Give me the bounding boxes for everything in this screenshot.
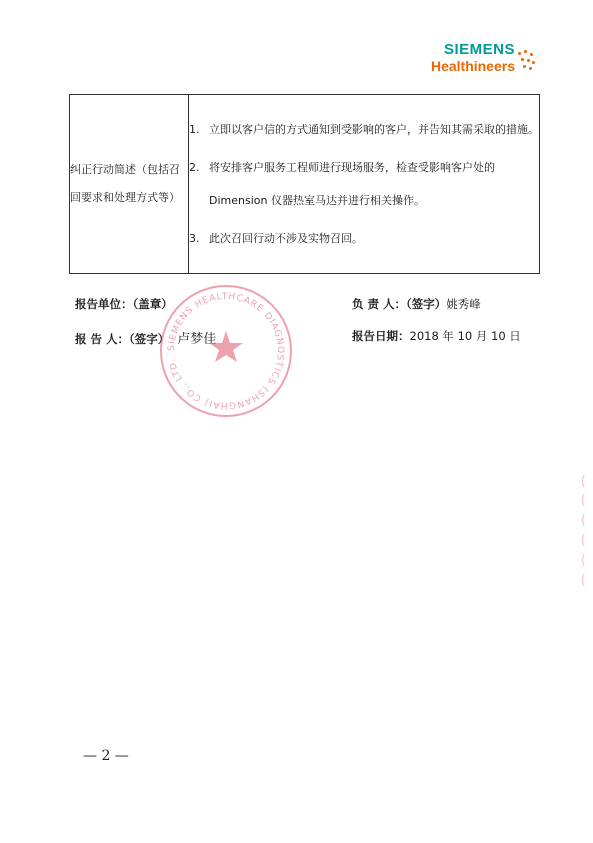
list-item xyxy=(189,222,539,255)
responsible-person-label: 负 责 人：（签字） xyxy=(352,297,447,311)
company-seal-stamp xyxy=(158,283,294,419)
step-text: 将安排客户服务工程师进行现场服务，检查受影响客户处的Dimension 仪器热室马达并进行相关操作。 xyxy=(209,161,495,207)
edge-seal-fragment xyxy=(578,470,586,590)
page-number: — 2 — xyxy=(83,748,129,764)
corrective-action-content xyxy=(189,95,540,274)
corrective-action-table xyxy=(69,94,540,274)
logo-dots-icon xyxy=(517,50,535,72)
responsible-person-field xyxy=(352,296,481,312)
reporter-label: 报 告 人：（签字） xyxy=(75,332,170,346)
report-unit-label: 报告单位：（盖章） xyxy=(75,297,173,311)
report-date-label: 报告日期： xyxy=(352,329,410,343)
list-item xyxy=(189,151,539,217)
step-text: 立即以客户信的方式通知到受影响的客户，并告知其需采取的措施。 xyxy=(209,123,539,136)
logo-healthineers-text: Healthineers xyxy=(430,58,515,74)
report-date-value: 2018 年 10 月 10 日 xyxy=(409,329,521,343)
list-item xyxy=(189,113,539,146)
reporter-signature: 卢梦佳 xyxy=(177,332,217,347)
report-date-field xyxy=(352,328,521,344)
siemens-healthineers-logo xyxy=(431,42,515,74)
step-text: 此次召回行动不涉及实物召回。 xyxy=(209,232,363,245)
logo-siemens-text: SIEMENS xyxy=(443,41,515,58)
action-steps-list xyxy=(189,113,539,255)
responsible-person-name: 姚秀峰 xyxy=(446,297,481,311)
stamp-ring-text: SIEMENS HEALTHCARE DIAGNOSTICS (SHANGHAI) CO., LTD. xyxy=(166,291,286,411)
step-number: 3. xyxy=(189,232,200,245)
step-number: 1. xyxy=(189,123,200,136)
step-number: 2. xyxy=(189,161,200,174)
corrective-action-label: 纠正行动简述（包括召回要求和处理方式等） xyxy=(70,95,189,274)
